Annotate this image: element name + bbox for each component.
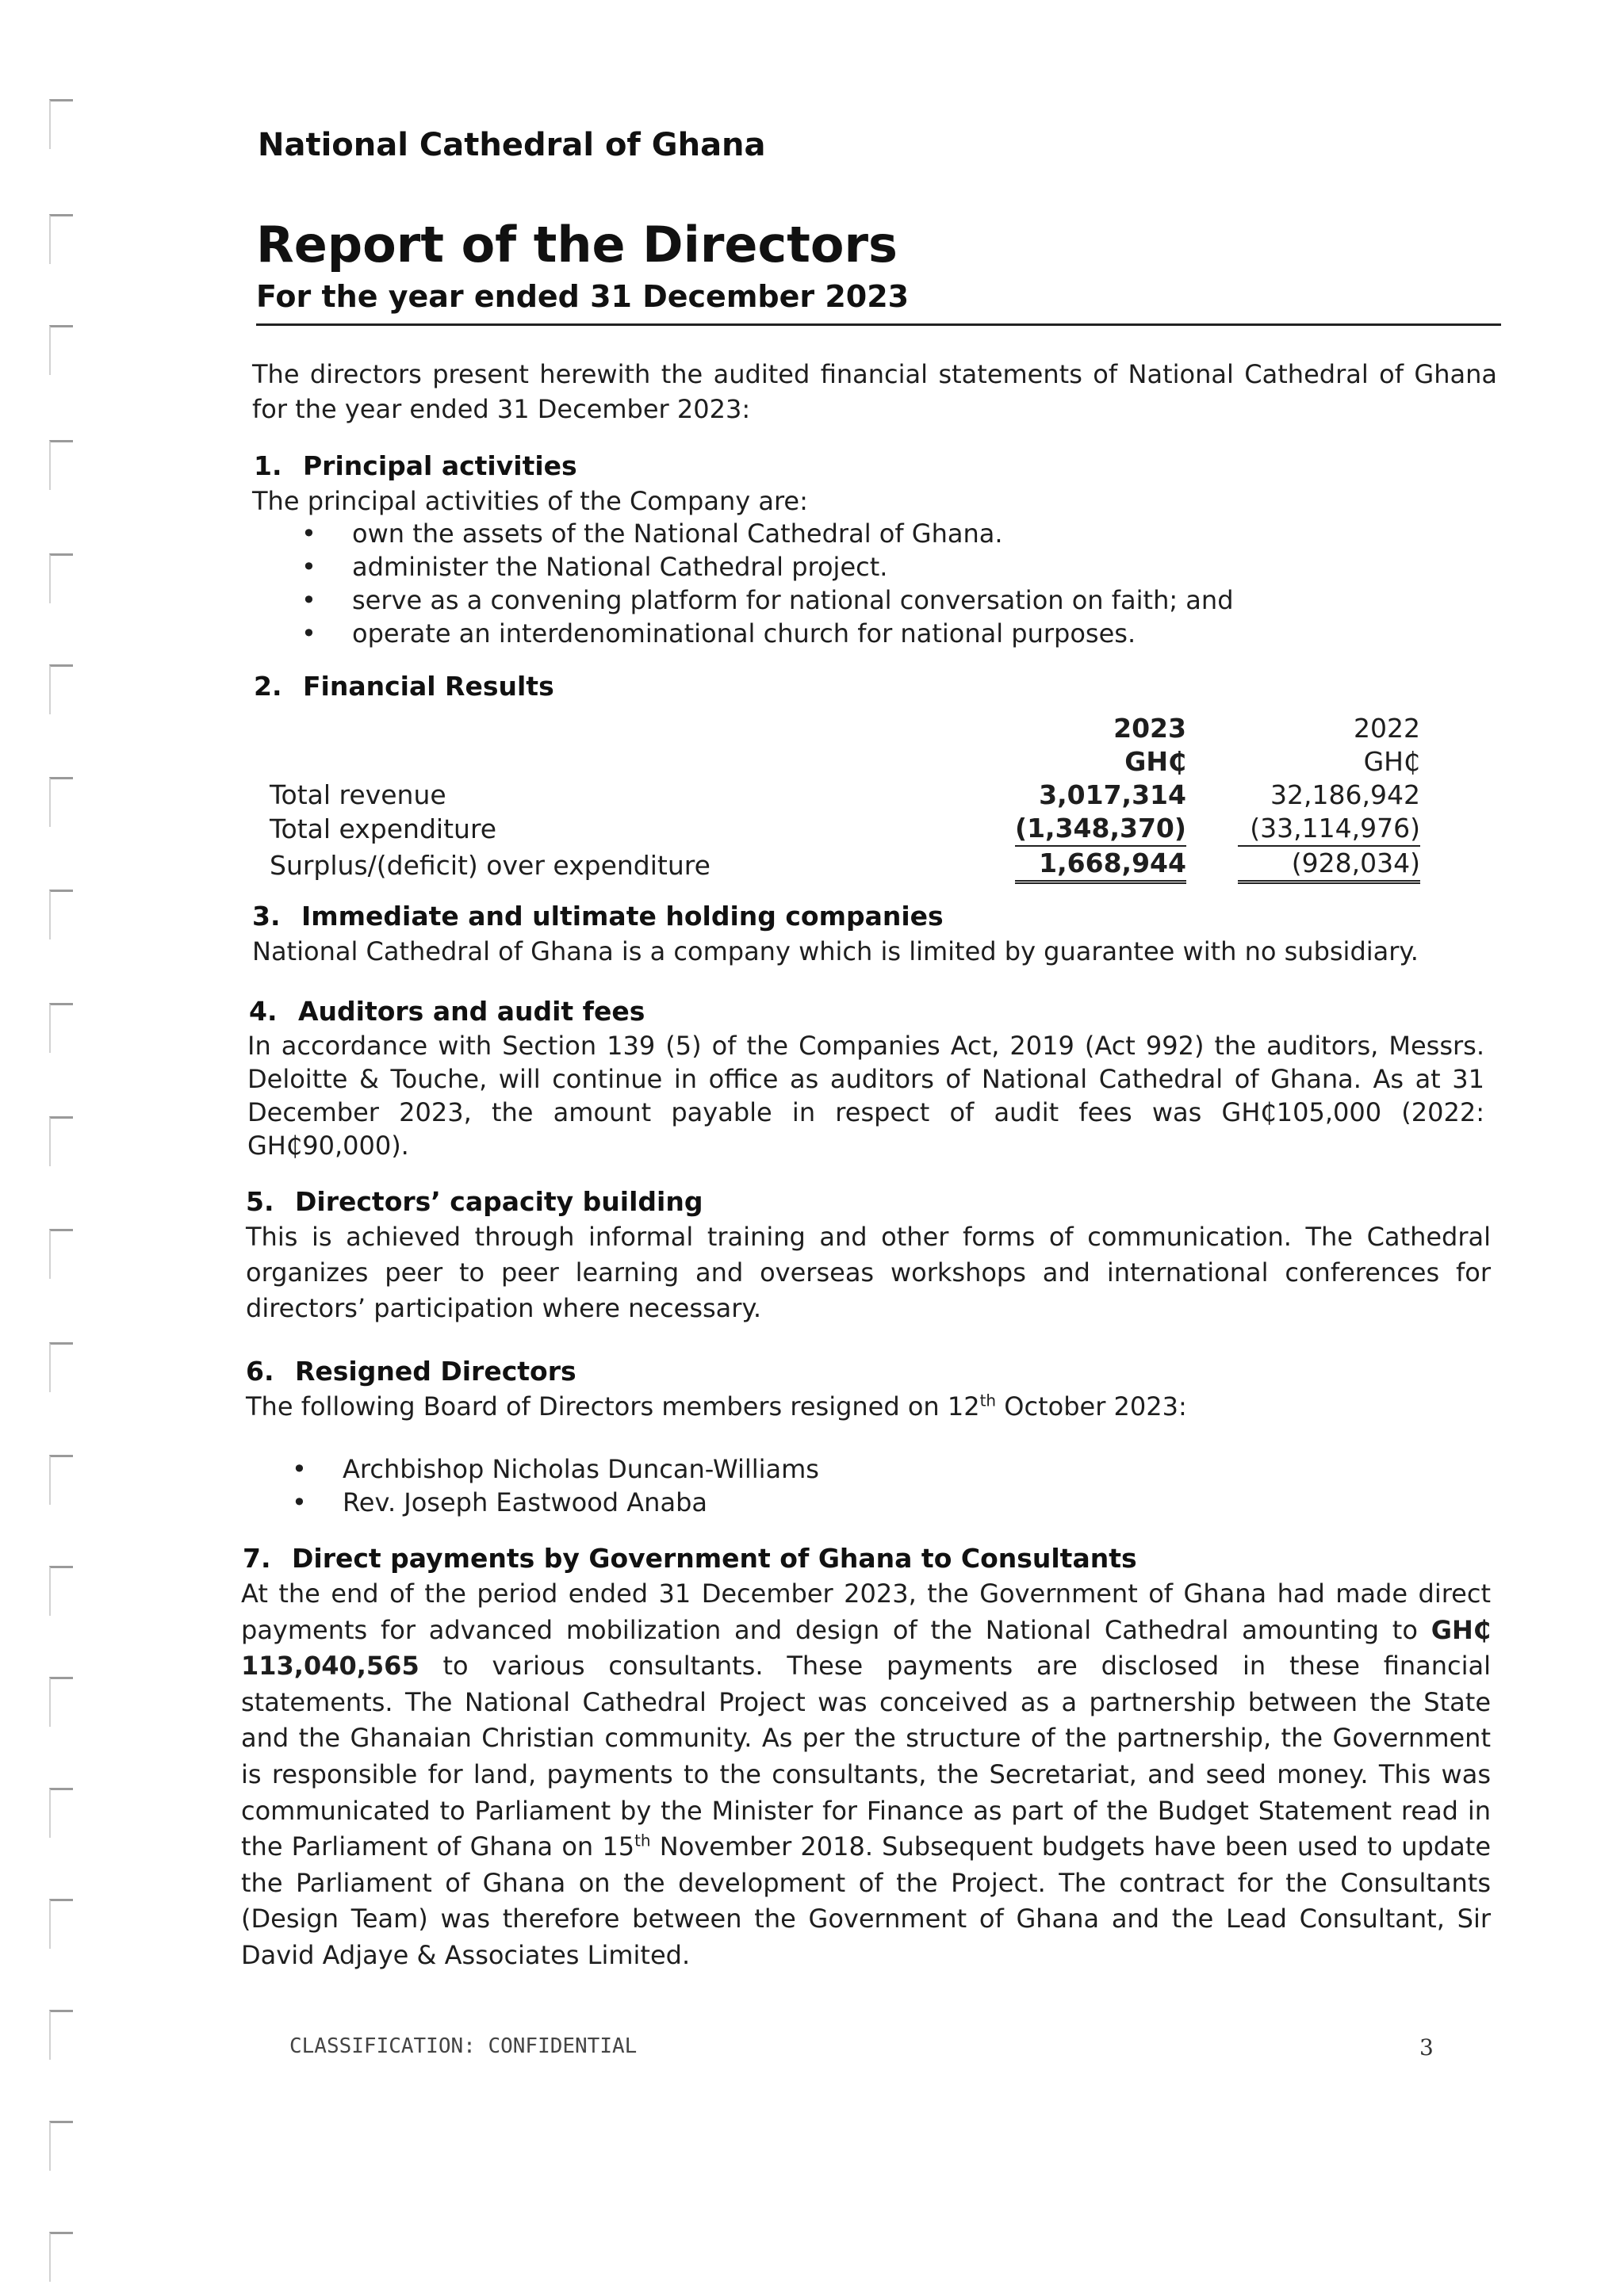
list-item: • Archbishop Nicholas Duncan-Williams [292, 1452, 819, 1486]
section-number: 7. [243, 1543, 271, 1574]
value-2022: (928,034) [1238, 846, 1420, 882]
row-label: Total expenditure [270, 813, 497, 844]
value-2022: 32,186,942 [1270, 779, 1420, 810]
auditors-text: In accordance with Section 139 (5) of the Companies Act, 2019 (Act 992) the auditors, Messrs. Deloitte & Touche, will continue in office as auditors of National Cathedral of Ghana. As at 31 December 2023, the amount payable in respect of audit fees was GH₵105,000 (2022: GH₵90,000). [247, 1031, 1484, 1161]
section-title: Principal activities [303, 450, 577, 481]
table-row [270, 779, 1420, 812]
payments-text [241, 1576, 1491, 1974]
section-payments-heading [243, 1543, 1137, 1574]
currency-2022: GH₵ [1363, 746, 1420, 777]
section-number: 6. [246, 1356, 274, 1387]
classification-label: CLASSIFICATION: CONFIDENTIAL [289, 2034, 638, 2058]
section-number: 5. [246, 1186, 274, 1217]
section-number: 1. [254, 450, 282, 481]
principal-lead: The principal activities of the Company are: [252, 486, 808, 516]
list-item: • Rev. Joseph Eastwood Anaba [292, 1486, 819, 1519]
table-header-row [270, 712, 1420, 745]
section-title: Resigned Directors [295, 1356, 576, 1387]
list-item: • administer the National Cathedral project. [301, 550, 1234, 584]
value-2023: 3,017,314 [1039, 779, 1186, 810]
payments-text-part: to various consultants. These payments are disclosed in these financial statements. The National Cathedral Project was conceived as a partnership between the State and the Ghanaian Christian community. As per the structure of the partnership, the Government is responsible for land, payments to the consultants, the Secretariat, and seed money. This was communicated to Parliament by the Minister for Finance as part of the Budget Statement read in the Parliament of Ghana on 15 [241, 1651, 1491, 1862]
section-resigned-heading [246, 1356, 576, 1387]
list-item: • operate an interdenominational church for national purposes. [301, 617, 1234, 650]
col-header-2022: 2022 [1353, 713, 1420, 744]
page-number: 3 [1419, 2034, 1434, 2061]
resigned-lead-date: October 2023: [996, 1391, 1187, 1422]
row-label: Surplus/(deficit) over expenditure [270, 849, 710, 881]
financial-results-table [270, 712, 1420, 884]
payments-text-part: At the end of the period ended 31 December 2023, the Government of Ghana had made direct payments for advanced mobilization and design of the National Cathedral amounting to [241, 1578, 1491, 1645]
section-number: 2. [254, 671, 282, 702]
holding-text: National Cathedral of Ghana is a company which is limited by guarantee with no subsidiary. [252, 936, 1419, 966]
org-name: National Cathedral of Ghana [258, 127, 766, 163]
ordinal-suffix: th [634, 1831, 651, 1850]
section-title: Directors’ capacity building [295, 1186, 703, 1217]
section-capacity-heading [246, 1186, 703, 1217]
title-rule [256, 323, 1501, 326]
table-row [270, 846, 1420, 882]
table-row [270, 812, 1420, 846]
section-title: Auditors and audit fees [298, 996, 645, 1027]
section-financial-heading [254, 671, 554, 702]
col-header-2023: 2023 [1113, 713, 1186, 744]
payments-amount: GH₵ 113,040,565 [241, 1614, 1491, 1682]
row-label: Total revenue [270, 779, 446, 810]
section-principal-heading [254, 450, 577, 481]
principal-list [301, 517, 1234, 650]
resigned-lead [246, 1389, 1491, 1424]
page-title: Report of the Directors [256, 216, 898, 274]
value-2022: (33,114,976) [1238, 812, 1420, 846]
section-holding-heading [252, 901, 944, 932]
payments-text-part: November 2018. Subsequent budgets have been used to update the Parliament of Ghana on the development of the Project. The contract for the Consultants (Design Team) was therefore between the Government of Ghana and the Lead Consultant, Sir David Adjaye & Associates Limited. [241, 1831, 1492, 1970]
currency-2023: GH₵ [1124, 746, 1186, 777]
table-currency-row [270, 745, 1420, 779]
section-title: Immediate and ultimate holding companies [301, 901, 944, 932]
list-item: • serve as a convening platform for national conversation on faith; and [301, 584, 1234, 617]
capacity-text: This is achieved through informal training and other forms of communication. The Cathedral organizes peer to peer learning and overseas workshops and international conferences for directors’ participation where necessary. [246, 1222, 1491, 1323]
value-2023: (1,348,370) [1015, 812, 1186, 846]
section-title: Direct payments by Government of Ghana to Consultants [292, 1543, 1137, 1574]
section-title: Financial Results [303, 671, 554, 702]
value-2023: 1,668,944 [1015, 846, 1186, 882]
ordinal-suffix: th [979, 1391, 997, 1410]
intro-paragraph: The directors present herewith the audited financial statements of National Cathedral of Ghana for the year ended 31 December 2023: [252, 359, 1497, 424]
section-number: 4. [249, 996, 278, 1027]
resigned-list [292, 1452, 819, 1519]
resigned-lead-text: The following Board of Directors members resigned on 12 [246, 1391, 980, 1422]
list-item: • own the assets of the National Cathedral of Ghana. [301, 517, 1234, 550]
section-auditors-heading [249, 996, 645, 1027]
page-subtitle: For the year ended 31 December 2023 [256, 279, 910, 314]
section-number: 3. [252, 901, 281, 932]
